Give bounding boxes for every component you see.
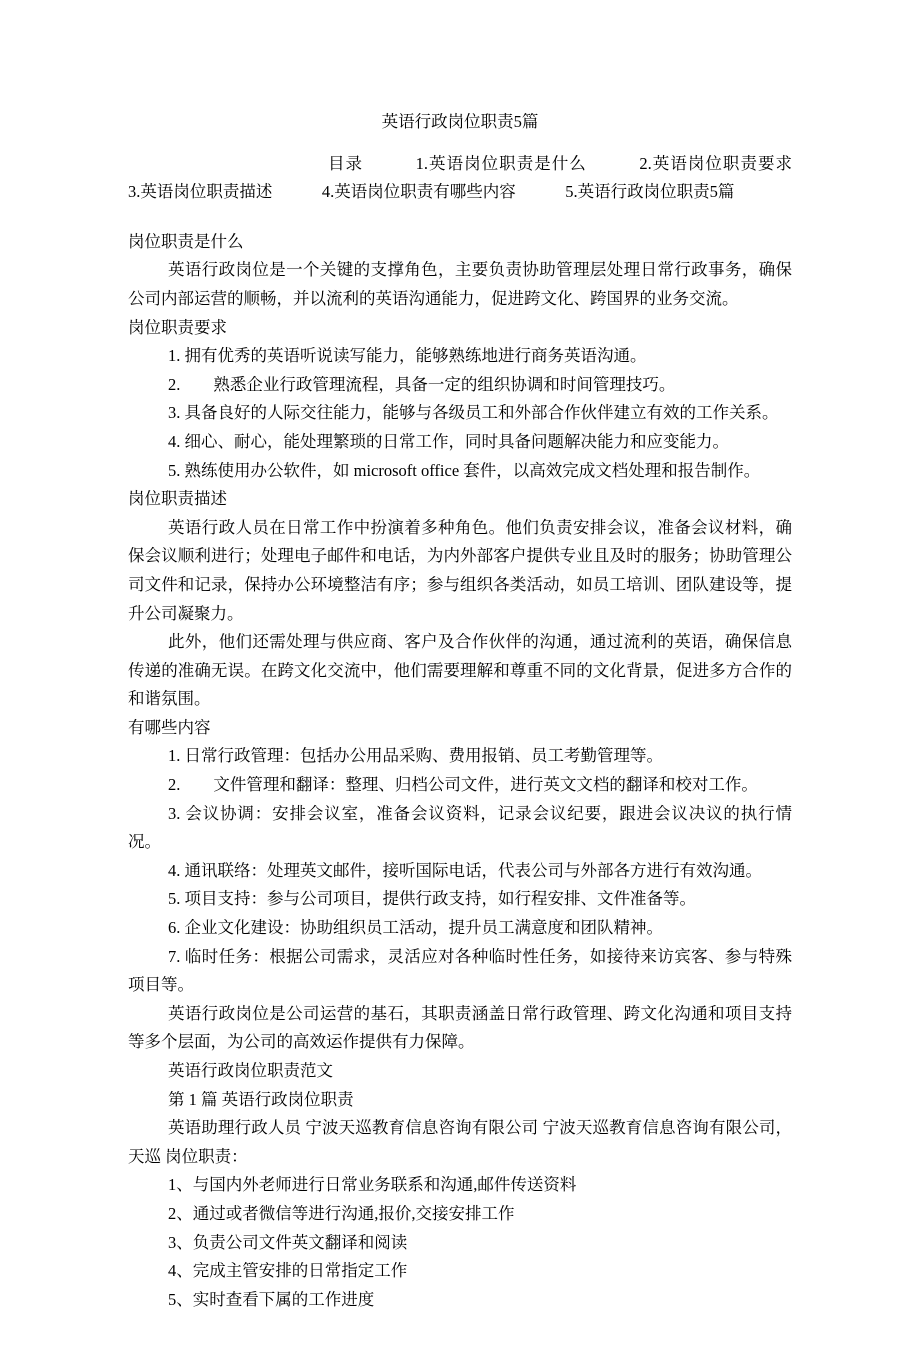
paragraph-list: 1. 日常行政管理：包括办公用品采购、费用报销、员工考勤管理等。 [168, 746, 663, 766]
paragraph-list: 1、与国内外老师进行日常业务联系和沟通,邮件传送资料 [168, 1175, 577, 1195]
paragraph-list: 4. 细心、耐心，能处理繁琐的日常工作，同时具备问题解决能力和应变能力。 [168, 431, 729, 451]
paragraph-blank [128, 207, 792, 228]
paragraph-body-indent: 英语行政岗位职责范文 [168, 1061, 333, 1080]
document-body [128, 150, 842, 1315]
paragraph-list: 4、完成主管安排的日常指定工作 [168, 1261, 408, 1281]
paragraph-heading: 岗位职责描述 [128, 489, 227, 509]
paragraph-list: 3、负责公司文件英文翻译和阅读 [168, 1232, 408, 1252]
paragraph-list: 2、通过或者微信等进行沟通,报价,交接安排工作 [168, 1203, 515, 1223]
paragraph-heading: 岗位职责要求 [128, 317, 227, 337]
paragraph-list: 5. 熟练使用办公软件，如 microsoft office 套件，以高效完成文档处理和报告制作。 [168, 460, 761, 480]
paragraph-heading: 岗位职责是什么 [128, 231, 244, 251]
paragraph-list: 2. 熟悉企业行政管理流程，具备一定的组织协调和时间管理技巧。 [168, 374, 676, 394]
paragraph-list: 7. 临时任务：根据公司需求，灵活应对各种临时性任务，如接待来访宾客、参与特殊项目等。 [128, 946, 792, 995]
paragraph-list: 2. 文件管理和翻译：整理、归档公司文件，进行英文文档的翻译和校对工作。 [168, 775, 758, 795]
paragraph-body-indent: 此外，他们还需处理与供应商、客户及合作伙伴的沟通，通过流利的英语，确保信息传递的准确无误。在跨文化交流中，他们需要理解和尊重不同的文化背景，促进多方合作的和谐氛围。 [128, 632, 792, 709]
document-title: 英语行政岗位职责5篇 [381, 112, 539, 131]
paragraph-list: 5. 项目支持：参与公司项目，提供行政支持，如行程安排、文件准备等。 [168, 889, 696, 909]
paragraph-body-indent: 英语行政岗位是一个关键的支撑角色，主要负责协助管理层处理日常行政事务，确保公司内部运营的顺畅，并以流利的英语沟通能力，促进跨文化、跨国界的业务交流。 [128, 260, 792, 308]
paragraph-body-indent: 第 1 篇 英语行政岗位职责 [168, 1089, 354, 1109]
paragraph-body-indent: 英语行政人员在日常工作中扮演着多种角色。他们负责安排会议，准备会议材料，确保会议顺利进行；处理电子邮件和电话，为内外部客户提供专业且及时的服务；协助管理公司文件和记录，保持办公环境整洁有序；参与组织各类活动，如员工培训、团队建设等，提升公司凝聚力。 [128, 517, 792, 623]
paragraph-list: 3. 具备良好的人际交往能力，能够与各级员工和外部合作伙伴建立有效的工作关系。 [168, 403, 779, 423]
paragraph-list: 1. 拥有优秀的英语听说读写能力，能够熟练地进行商务英语沟通。 [168, 346, 647, 366]
paragraph-heading: 有哪些内容 [128, 717, 211, 737]
paragraph-body-indent: 英语助理行政人员 宁波天巡教育信息咨询有限公司 宁波天巡教育信息咨询有限公司，天巡 岗位职责： [128, 1118, 792, 1166]
paragraph-body-indent: 英语行政岗位是公司运营的基石，其职责涵盖日常行政管理、跨文化沟通和项目支持等多个层面，为公司的高效运作提供有力保障。 [128, 1003, 792, 1052]
paragraph-list: 4. 通讯联络：处理英文邮件，接听国际电话，代表公司与外部各方进行有效沟通。 [168, 860, 762, 880]
paragraph-list: 6. 企业文化建设：协助组织员工活动，提升员工满意度和团队精神。 [168, 918, 663, 938]
paragraph-list: 3. 会议协调：安排会议室，准备会议资料，记录会议纪要，跟进会议决议的执行情况。 [128, 803, 792, 852]
paragraph-toc: 目录 1.英语岗位职责是什么 2.英语岗位职责要求 3.英语岗位职责描述 4.英语岗位职责有哪些内容 5.英语行政岗位职责5篇 [128, 153, 842, 202]
paragraph-list: 5、实时查看下属的工作进度 [168, 1289, 375, 1309]
